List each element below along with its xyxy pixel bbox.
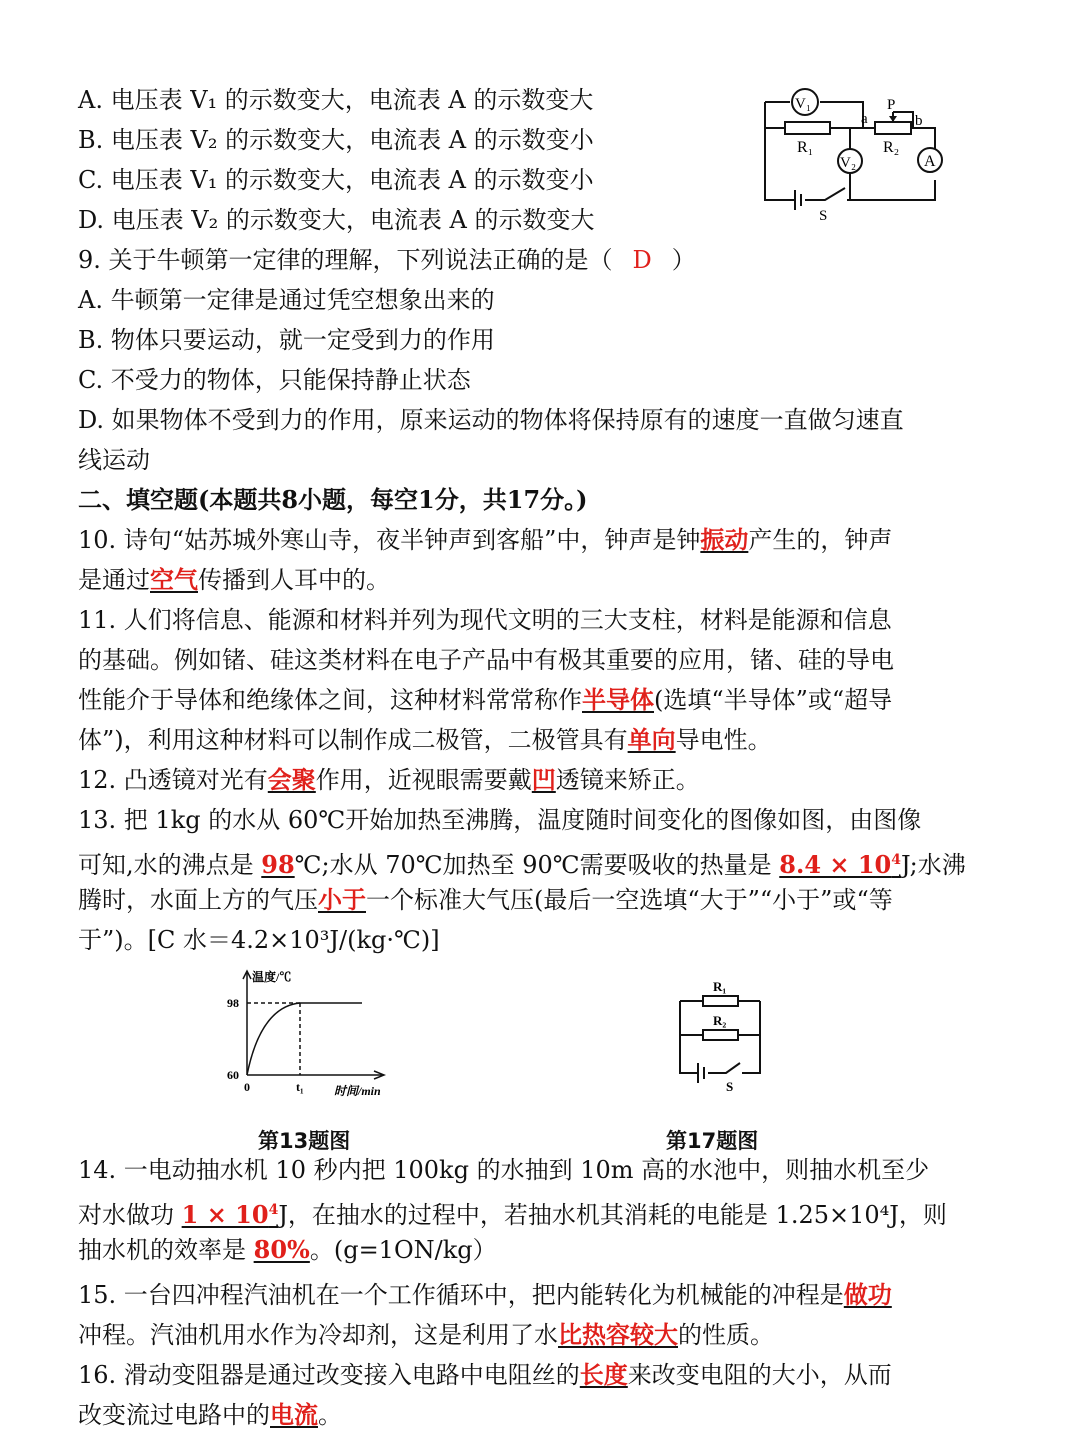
q11-answer-1: 半导体	[582, 685, 654, 714]
q12-answer-1: 会聚	[267, 765, 316, 794]
circuit-diagram-q8	[755, 80, 960, 225]
r2-label: R₂	[883, 139, 900, 156]
caption-fig17: 第17题图	[666, 1129, 759, 1153]
q11-line2: 的基础。例如锗、硅这类材料在电子产品中有极其重要的应用，锗、硅的导电	[78, 646, 894, 674]
q15-answer-1: 做功	[843, 1280, 892, 1309]
q10-line2: 是通过空气传播到人耳中的。	[78, 565, 390, 594]
q12-line: 12. 凸透镜对光有会聚作用，近视眼需要戴凹透镜来矫正。	[78, 765, 700, 794]
graph-tick-98: 98	[227, 996, 239, 1010]
temperature-graph-q13	[222, 965, 422, 1100]
section-heading: 二、填空题(本题共8小题，每空1分，共17分。)	[78, 485, 588, 514]
q14-line1: 14. 一电动抽水机 10 秒内把 100kg 的水抽到 10m 高的水池中，则抽水机至少	[78, 1156, 930, 1184]
q9-stem: 9. 关于牛顿第一定律的理解，下列说法正确的是（ D ）	[78, 246, 696, 274]
ammeter-label: A	[924, 153, 936, 170]
q17-switch-label: S	[726, 1079, 734, 1094]
q13-answer-1: 98	[261, 850, 295, 879]
q9-option-d: D. 如果物体不受到力的作用，原来运动的物体将保持原有的速度一直做匀速直	[78, 406, 904, 434]
q16-answer-2: 电流	[270, 1400, 318, 1429]
q15-line2: 冲程。汽油机用水作为冷却剂，这是利用了水比热容较大的性质。	[78, 1320, 774, 1349]
graph-tick-t1: t₁	[296, 1080, 304, 1094]
q11-answer-2: 单向	[627, 725, 676, 754]
q15-answer-2: 比热容较大	[558, 1320, 678, 1349]
q11-line3: 性能介于导体和绝缘体之间，这种材料常常称作半导体(选填“半导体”或“超导	[78, 685, 893, 714]
q17-r1-label: R₁	[713, 979, 727, 994]
graph-origin: 0	[244, 1080, 250, 1094]
q14-answer-1: $1 \times 10^4$	[181, 1200, 279, 1229]
graph-y-label: 温度/℃	[252, 970, 292, 984]
q9-option-b: B. 物体只要运动，就一定受到力的作用	[78, 326, 495, 354]
q9-answer: D	[632, 246, 652, 274]
caption-fig13: 第13题图	[258, 1129, 351, 1153]
q13-line2: 可知,水的沸点是 98℃;水从 70℃加热至 90℃需要吸收的热量是 $8.4 \times 10^4J$;水沸	[78, 850, 966, 879]
q13-answer-3: 小于	[318, 885, 366, 914]
q14-answer-2: 80%	[253, 1235, 310, 1264]
q10-line1: 10. 诗句“姑苏城外寒山寺，夜半钟声到客船”中，钟声是钟振动产生的，钟声	[78, 525, 893, 554]
q9-option-d-cont: 线运动	[78, 446, 150, 474]
q11-line4: 体”)，利用这种材料可以制作成二极管，二极管具有单向导电性。	[78, 725, 772, 754]
q10-answer-1: 振动	[700, 525, 749, 554]
q16-line1: 16. 滑动变阻器是通过改变接入电路中电阻丝的长度来改变电阻的大小，从而	[78, 1360, 892, 1389]
q14-line3: 抽水机的效率是 80%。(g=1ON/kg）	[78, 1235, 497, 1264]
q13-line3: 腾时，水面上方的气压小于一个标准大气压(最后一空选填“大于”“小于”或“等	[78, 885, 893, 914]
switch-s-label: S	[819, 208, 828, 224]
q8-option-c: C. 电压表 V₁ 的示数变大，电流表 A 的示数变小	[78, 166, 594, 194]
graph-tick-60: 60	[227, 1068, 239, 1082]
graph-x-label: 时间/min	[334, 1084, 381, 1098]
v1-label: V₁	[795, 96, 812, 112]
point-b-label: b	[915, 113, 923, 129]
q8-option-d: D. 电压表 V₂ 的示数变大，电流表 A 的示数变大	[78, 206, 595, 234]
q10-answer-2: 空气	[150, 565, 198, 594]
slider-p-label: P	[887, 97, 896, 113]
q13-line4: 于”)。[C 水＝4.2×10³J/(kg·℃)]	[78, 926, 440, 954]
q16-answer-1: 长度	[579, 1360, 628, 1389]
q17-r2-label: R₂	[713, 1013, 727, 1028]
q13-line1: 13. 把 1kg 的水从 60℃开始加热至沸腾，温度随时间变化的图像如图，由图像	[78, 806, 922, 834]
r1-label: R₁	[797, 139, 814, 156]
circuit-diagram-q17	[668, 975, 778, 1095]
q14-line2: 对水做功 $1 \times 10^4J$，在抽水的过程中，若抽水机其消耗的电能是 1.25×10⁴J，则	[78, 1200, 947, 1229]
q9-option-a: A. 牛顿第一定律是通过凭空想象出来的	[78, 286, 495, 314]
q12-answer-2: 凹	[531, 765, 556, 794]
q15-line1: 15. 一台四冲程汽油机在一个工作循环中，把内能转化为机械能的冲程是做功	[78, 1280, 892, 1309]
q16-line2: 改变流过电路中的电流。	[78, 1400, 342, 1429]
point-a-label: a	[861, 111, 868, 127]
q8-option-a: A. 电压表 V₁ 的示数变大，电流表 A 的示数变大	[78, 86, 594, 114]
q11-line1: 11. 人们将信息、能源和材料并列为现代文明的三大支柱，材料是能源和信息	[78, 606, 892, 634]
q13-answer-2: $8.4 \times 10^4$	[779, 850, 901, 879]
v2-label: V₂	[840, 155, 857, 171]
q8-option-b: B. 电压表 V₂ 的示数变大，电流表 A 的示数变小	[78, 126, 594, 154]
q9-option-c: C. 不受力的物体，只能保持静止状态	[78, 366, 471, 394]
